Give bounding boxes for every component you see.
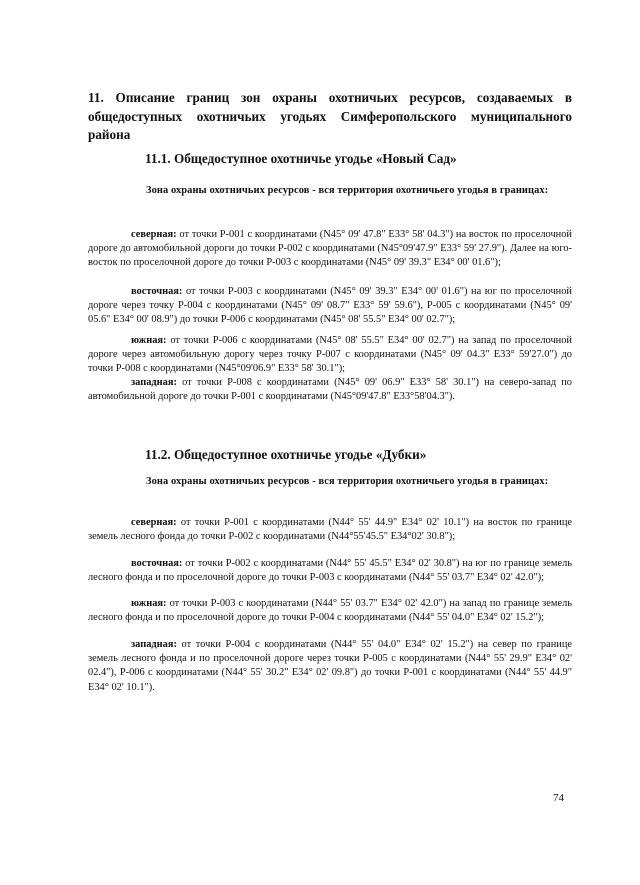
boundary-label: южная: bbox=[131, 598, 167, 609]
boundary-label: западная: bbox=[131, 639, 177, 650]
boundary-text: от точки Р-006 с координатами (N45° 08' 55.5" E34° 00' 02.7") на запад по проселочной дороге через автомобильную дорогу через точку Р-007 с координатами (N45° 09' 04.3" E33° 59'27.0") до точки Р-008 с координатами (N45°09'06.9" E33° 58' 30.1"); bbox=[88, 335, 572, 375]
area-2-zone-heading: Зона охраны охотничьих ресурсов - вся территория охотничьего угодья в границах: bbox=[146, 476, 549, 487]
boundary-label: западная: bbox=[131, 377, 177, 388]
boundary-text: от точки Р-003 с координатами (N44° 55' 03.7" E34° 02' 42.0") на запад по границе земель лесного фонда и по проселочной дороге до точки Р-004 с координатами (N44° 55' 04.0" E34° 02' 15.2"); bbox=[88, 598, 572, 624]
boundary-label: южная: bbox=[131, 335, 167, 346]
boundary-text: от точки Р-004 с координатами (N44° 55' 04.0" E34° 02' 15.2") на север по границе земель лесного фонда и по проселочной дороге через точки Р-005 с координатами (N44° 55' 29.9" E34° 02' 02.4"), Р-006 с координатами (N44° 55' 30.2" E34° 02' 09.8") до точки Р-001 с координатами (N44° 55' 44.9" E34° 02' 10.1"). bbox=[88, 639, 572, 693]
boundary-text: от точки Р-001 с координатами (N44° 55' 44.9" E34° 02' 10.1") на восток по границе земель лесного фонда до точки Р-002 с координатами (N44°55'45.5" E34°02' 30.8"); bbox=[88, 517, 572, 543]
boundary-label: северная: bbox=[131, 517, 177, 528]
area-1-west-boundary bbox=[88, 376, 572, 404]
boundary-label: восточная: bbox=[131, 286, 183, 297]
boundary-text: от точки Р-003 с координатами (N45° 09' 39.3" E34° 00' 01.6") на юг по проселочной дороге через точку Р-004 с координатами (N45° 09' 08.7" E33° 59' 59.6"), Р-005 с координатами (N45° 09' 05.6" E34° 00' 08.9") до точки Р-006 с координатами (N45° 08' 55.5" E34° 00' 02.7"); bbox=[88, 286, 572, 326]
area-1-zone-heading: Зона охраны охотничьих ресурсов - вся территория охотничьего угодья в границах: bbox=[146, 185, 549, 196]
boundary-text: от точки Р-008 с координатами (N45° 09' 06.9" E33° 58' 30.1") на северо-запад по автомобильной дороге до точки Р-001 с координатами (N45°09'47.8" E33°58'04.3"). bbox=[88, 377, 572, 403]
area-1-north-boundary bbox=[88, 228, 572, 271]
boundary-label: восточная: bbox=[131, 558, 183, 569]
boundary-text: от точки Р-001 с координатами (N45° 09' 47.8" E33° 58' 04.3") на восток по проселочной дороге до автомобильной дороги до точки Р-002 с координатами (N45°09'47.9" E33° 59' 27.9"). Далее на юго-восток по проселочной дороге до точки Р-003 с координатами (N45° 09' 39.3" E34° 00' 01.6"); bbox=[88, 229, 572, 269]
area-2-west-boundary bbox=[88, 638, 572, 695]
page-number: 74 bbox=[553, 792, 564, 804]
boundary-label: северная: bbox=[131, 229, 177, 240]
boundary-text: от точки Р-002 с координатами (N44° 55' 45.5" E34° 02' 30.8") на юг по границе земель лесного фонда и по проселочной дороге до точки Р-003 с координатами (N44° 55' 03.7" E34° 02' 42.0"); bbox=[88, 558, 572, 584]
area-2-title: 11.2. Общедоступное охотничье угодье «Дубки» bbox=[145, 447, 427, 462]
area-2-east-boundary bbox=[88, 557, 572, 585]
area-1-south-boundary bbox=[88, 334, 572, 377]
area-2-south-boundary bbox=[88, 597, 572, 625]
area-1-east-boundary bbox=[88, 285, 572, 328]
section-title: 11. Описание границ зон охраны охотничьих ресурсов, создаваемых в общедоступных охотничьих угодьях Симферопольского муниципального района bbox=[88, 90, 572, 142]
area-1-title: 11.1. Общедоступное охотничье угодье «Новый Сад» bbox=[145, 151, 457, 166]
area-2-north-boundary bbox=[88, 516, 572, 544]
